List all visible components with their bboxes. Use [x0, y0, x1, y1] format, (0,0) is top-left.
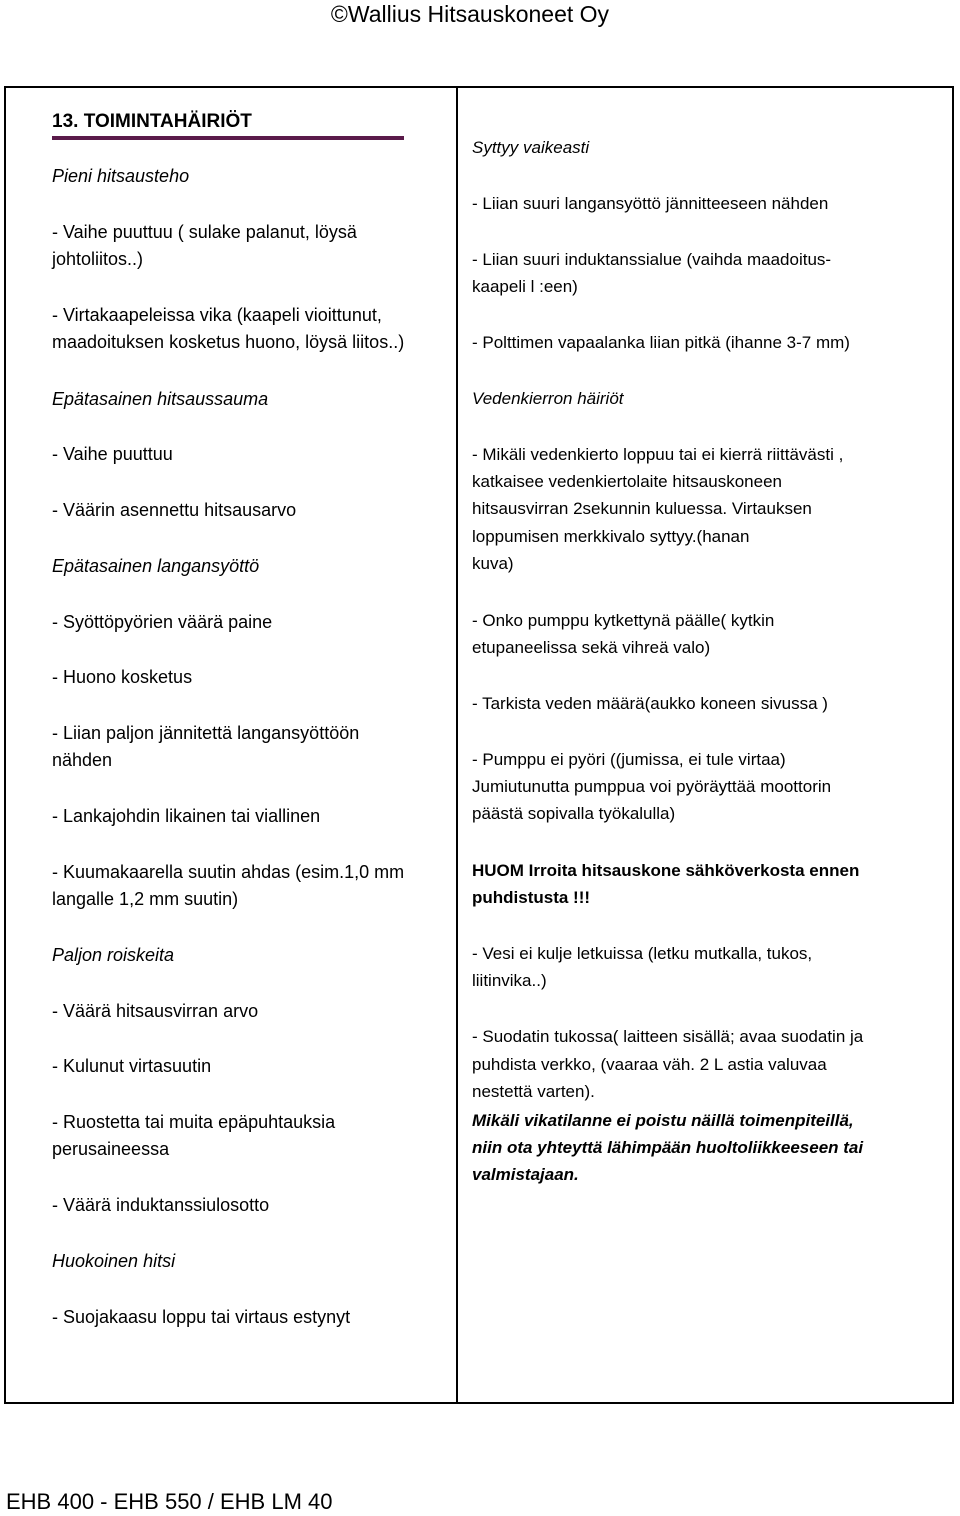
- fault-cause: liitinvika..): [472, 971, 547, 990]
- warning-text: HUOM Irroita hitsauskone sähköverkosta ennen: [472, 861, 860, 880]
- fault-cause: - Kulunut virtasuutin: [52, 1056, 212, 1076]
- fault-cause: - Väärä hitsausvirran arvo: [52, 1001, 259, 1021]
- fault-cause: - Suodatin tukossa( laitteen sisällä; avaa suodatin ja: [472, 1027, 864, 1046]
- fault-cause: puhdista verkko, (vaaraa väh. 2 L astia valuvaa: [472, 1055, 827, 1074]
- fault-cause: perusaineessa: [52, 1139, 170, 1159]
- fault-cause: - Huono kosketus: [52, 667, 193, 687]
- fault-cause: hitsausvirran 2sekunnin kuluessa. Virtauksen: [472, 499, 812, 518]
- title-underline: [52, 136, 404, 140]
- fault-cause: - Liian paljon jännitettä langansyöttöön: [52, 723, 360, 743]
- section-title: 13. TOIMINTAHÄIRIÖT: [52, 111, 252, 132]
- fault-heading: Epätasainen hitsaussauma: [52, 389, 269, 409]
- fault-cause: - Lankajohdin likainen tai viallinen: [52, 806, 321, 826]
- service-note: valmistajaan.: [472, 1165, 579, 1184]
- fault-cause: - Vaihe puuttuu: [52, 444, 173, 464]
- fault-cause: - Kuumakaarella suutin ahdas (esim.1,0 mm: [52, 862, 405, 882]
- fault-cause: kaapeli l :een): [472, 277, 578, 296]
- fault-heading: Syttyy vaikeasti: [472, 138, 590, 157]
- fault-cause: nähden: [52, 750, 113, 770]
- fault-cause: langalle 1,2 mm suutin): [52, 889, 239, 909]
- fault-cause: kuva): [472, 554, 514, 573]
- fault-heading: Paljon roiskeita: [52, 945, 175, 965]
- model-footer: EHB 400 - EHB 550 / EHB LM 40: [6, 1489, 333, 1514]
- troubleshooting-table: [4, 86, 954, 1404]
- fault-cause: - Virtakaapeleissa vika (kaapeli vioittunut,: [52, 305, 382, 325]
- fault-cause: - Ruostetta tai muita epäpuhtauksia: [52, 1112, 336, 1132]
- fault-cause: - Vaihe puuttuu ( sulake palanut, löysä: [52, 222, 357, 242]
- column-divider: [456, 88, 458, 1402]
- fault-heading: Epätasainen langansyöttö: [52, 556, 260, 576]
- fault-cause: Jumiutunutta pumppua voi pyöräyttää moottorin: [472, 777, 832, 796]
- fault-cause: - Liian suuri induktanssialue (vaihda maadoitus-: [472, 250, 832, 269]
- fault-cause: maadoituksen kosketus huono, löysä liitos..): [52, 332, 405, 352]
- fault-heading: Pieni hitsausteho: [52, 166, 190, 186]
- service-note: niin ota yhteyttä lähimpään huoltoliikkeeseen tai: [472, 1138, 864, 1157]
- fault-cause: - Tarkista veden määrä(aukko koneen sivussa ): [472, 694, 828, 713]
- fault-cause: - Syöttöpyörien väärä paine: [52, 612, 273, 632]
- fault-cause: - Liian suuri langansyöttö jännitteeseen nähden: [472, 194, 829, 213]
- fault-cause: johtoliitos..): [52, 249, 144, 269]
- page-header: ©Wallius Hitsauskoneet Oy: [330, 1, 610, 27]
- fault-heading: Vedenkierron häiriöt: [472, 389, 624, 408]
- fault-cause: - Väärin asennettu hitsausarvo: [52, 500, 297, 520]
- fault-cause: katkaisee vedenkiertolaite hitsauskoneen: [472, 472, 782, 491]
- service-note: Mikäli vikatilanne ei poistu näillä toimenpiteillä,: [472, 1111, 854, 1130]
- fault-heading: Huokoinen hitsi: [52, 1251, 176, 1271]
- fault-cause: - Pumppu ei pyöri ((jumissa, ei tule virtaa): [472, 750, 786, 769]
- fault-cause: - Polttimen vapaalanka liian pitkä (ihanne 3-7 mm): [472, 333, 850, 352]
- fault-cause: - Suojakaasu loppu tai virtaus estynyt: [52, 1307, 351, 1327]
- fault-cause: loppumisen merkkivalo syttyy.(hanan: [472, 527, 750, 546]
- fault-cause: etupaneelissa sekä vihreä valo): [472, 638, 711, 657]
- fault-cause: nestettä varten).: [472, 1082, 595, 1101]
- fault-cause: - Väärä induktanssiulosotto: [52, 1195, 270, 1215]
- fault-cause: - Onko pumppu kytkettynä päälle( kytkin: [472, 611, 775, 630]
- fault-cause: - Vesi ei kulje letkuissa (letku mutkalla, tukos,: [472, 944, 813, 963]
- fault-cause: päästä sopivalla työkalulla): [472, 804, 676, 823]
- warning-text: puhdistusta !!!: [472, 888, 591, 907]
- fault-cause: - Mikäli vedenkierto loppuu tai ei kierrä riittävästi ,: [472, 445, 844, 464]
